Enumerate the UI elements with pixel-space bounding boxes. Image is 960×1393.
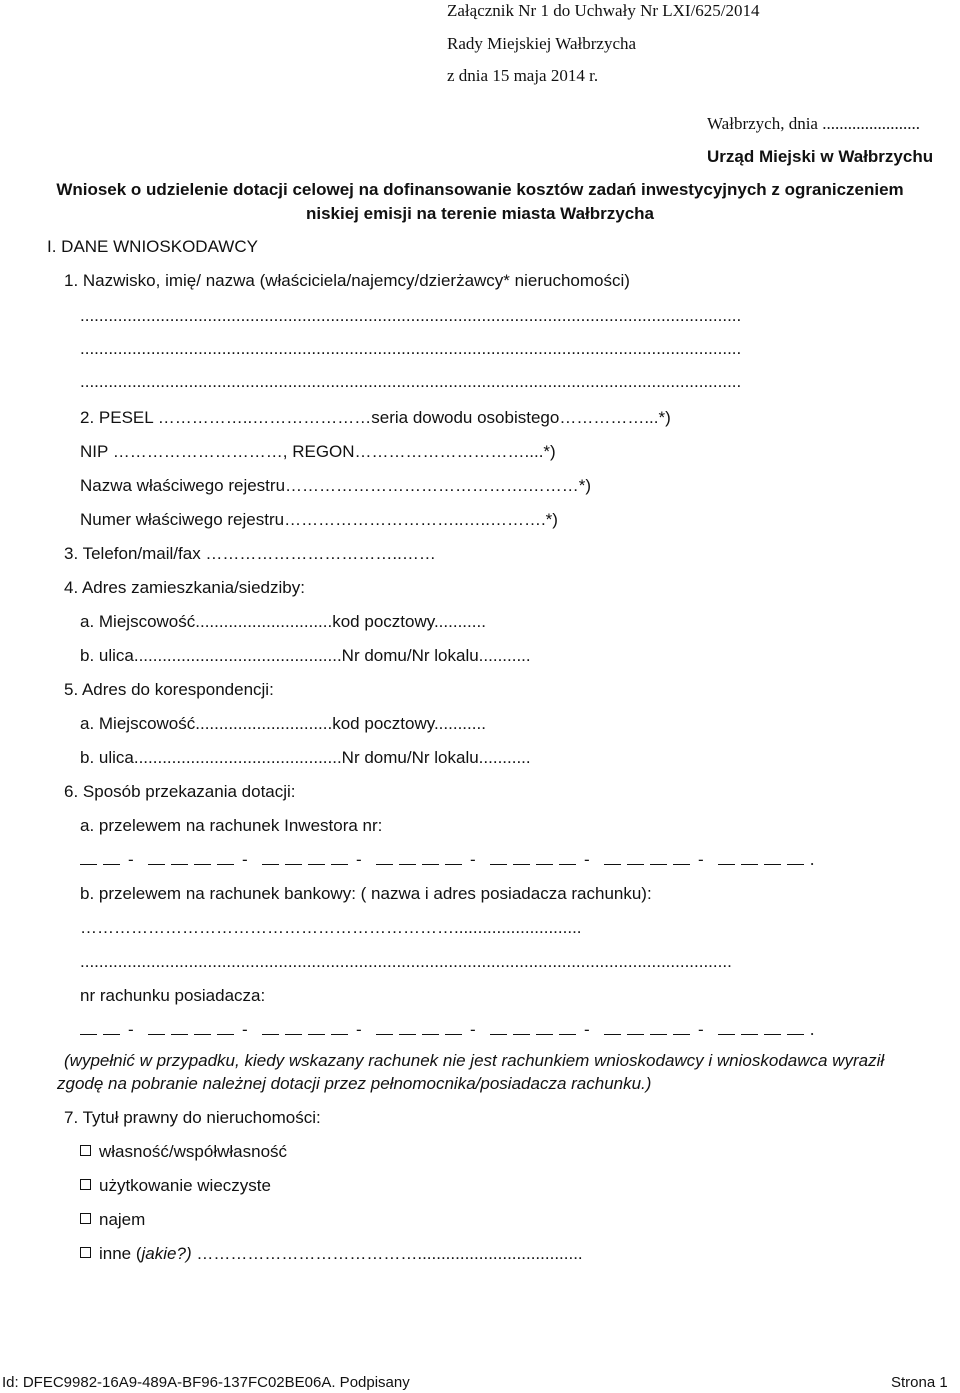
- account-digit-blank[interactable]: [513, 864, 530, 865]
- account-digit-blank[interactable]: [787, 1034, 804, 1035]
- option-other[interactable]: [80, 1245, 583, 1262]
- contact-field[interactable]: 3. Telefon/mail/fax ……………………………..……: [64, 544, 436, 563]
- checkbox-icon[interactable]: [80, 1145, 91, 1156]
- investor-account-field[interactable]: [80, 851, 820, 869]
- account-digit-blank[interactable]: [217, 1034, 234, 1035]
- option-perpetual-usufruct-label: użytkowanie wieczyste: [99, 1176, 271, 1195]
- account-digit-blank[interactable]: [399, 864, 416, 865]
- account-digit-blank[interactable]: [194, 1034, 211, 1035]
- account-digit-blank[interactable]: [445, 864, 462, 865]
- account-digit-blank[interactable]: [80, 864, 97, 865]
- transfer-investor-label: a. przelewem na rachunek Inwestora nr:: [80, 816, 383, 835]
- account-digit-blank[interactable]: [787, 864, 804, 865]
- item1-label: 1. Nazwisko, imię/ nazwa (właściciela/najemcy/dzierżawcy* nieruchomości): [64, 271, 630, 290]
- account-end-mark: .: [810, 850, 815, 869]
- footer-document-id: Id: DFEC9982-16A9-489A-BF96-137FC02BE06A. Podpisany: [2, 1374, 410, 1391]
- account-digit-blank[interactable]: [422, 864, 439, 865]
- account-separator: -: [698, 850, 704, 869]
- account-digit-blank[interactable]: [103, 1034, 120, 1035]
- account-digit-blank[interactable]: [308, 864, 325, 865]
- account-digit-blank[interactable]: [490, 864, 507, 865]
- section-heading: I. DANE WNIOSKODAWCY: [47, 237, 258, 256]
- account-separator: -: [128, 850, 134, 869]
- account-digit-blank[interactable]: [741, 864, 758, 865]
- legal-title-heading: 7. Tytuł prawny do nieruchomości:: [64, 1108, 321, 1127]
- transfer-bank-label: b. przelewem na rachunek bankowy: ( nazwa i adres posiadacza rachunku):: [80, 884, 652, 903]
- account-digit-blank[interactable]: [673, 864, 690, 865]
- account-digit-blank[interactable]: [399, 1034, 416, 1035]
- account-holder-fill-1[interactable]: …………………………………………………………...........................: [80, 919, 582, 936]
- account-digit-blank[interactable]: [718, 864, 735, 865]
- account-separator: -: [242, 850, 248, 869]
- footer-page-number: Strona 1: [891, 1374, 948, 1391]
- account-separator: -: [698, 1020, 704, 1039]
- place-date[interactable]: Wałbrzych, dnia .......................: [707, 114, 920, 133]
- attachment-line-2: Rady Miejskiej Wałbrzycha: [447, 34, 637, 53]
- note-line-2: zgodę na pobranie należnej dotacji przez pełnomocnika/posiadacza rachunku.): [57, 1074, 652, 1093]
- account-digit-blank[interactable]: [285, 864, 302, 865]
- correspondence-heading: 5. Adres do korespondencji:: [64, 680, 274, 699]
- account-digit-blank[interactable]: [650, 1034, 667, 1035]
- checkbox-icon[interactable]: [80, 1247, 91, 1258]
- option-ownership-label: własność/współwłasność: [99, 1142, 288, 1161]
- option-lease[interactable]: [80, 1211, 145, 1228]
- account-digit-blank[interactable]: [650, 864, 667, 865]
- account-separator: -: [128, 1020, 134, 1039]
- account-digit-blank[interactable]: [764, 864, 781, 865]
- account-separator: -: [470, 1020, 476, 1039]
- registry-name-field[interactable]: Nazwa właściwego rejestru…………………………………….………*): [80, 476, 592, 495]
- form-title-line-1: Wniosek o udzielenie dotacji celowej na dofinansowanie kosztów zadań inwestycyjnych z ograniczeniem: [56, 180, 904, 199]
- attachment-line-1: Załącznik Nr 1 do Uchwały Nr LXI/625/2014: [447, 1, 760, 20]
- checkbox-icon[interactable]: [80, 1179, 91, 1190]
- address-heading: 4. Adres zamieszkania/siedziby:: [64, 578, 305, 597]
- account-digit-blank[interactable]: [536, 864, 553, 865]
- account-separator: -: [584, 1020, 590, 1039]
- account-separator: -: [584, 850, 590, 869]
- option-other-fill[interactable]: …………………………………...................................: [191, 1244, 583, 1263]
- checkbox-icon[interactable]: [80, 1213, 91, 1224]
- pesel-field[interactable]: 2. PESEL ……………..…………………seria dowodu osobistego……………...*): [80, 408, 671, 427]
- account-digit-blank[interactable]: [559, 1034, 576, 1035]
- account-digit-blank[interactable]: [331, 1034, 348, 1035]
- account-digit-blank[interactable]: [262, 864, 279, 865]
- account-digit-blank[interactable]: [764, 1034, 781, 1035]
- account-digit-blank[interactable]: [536, 1034, 553, 1035]
- account-digit-blank[interactable]: [285, 1034, 302, 1035]
- account-digit-blank[interactable]: [103, 864, 120, 865]
- account-separator: -: [470, 850, 476, 869]
- option-perpetual-usufruct[interactable]: [80, 1177, 271, 1194]
- account-digit-blank[interactable]: [148, 864, 165, 865]
- account-digit-blank[interactable]: [445, 1034, 462, 1035]
- holder-account-label: nr rachunku posiadacza:: [80, 986, 266, 1005]
- account-digit-blank[interactable]: [422, 1034, 439, 1035]
- account-digit-blank[interactable]: [331, 864, 348, 865]
- nip-regon-field[interactable]: NIP …………………………, REGON…………………………....*): [80, 442, 556, 461]
- holder-account-field[interactable]: [80, 1021, 820, 1039]
- account-digit-blank[interactable]: [308, 1034, 325, 1035]
- address-city-field[interactable]: a. Miejscowość.............................kod pocztowy...........: [80, 612, 486, 631]
- account-digit-blank[interactable]: [559, 864, 576, 865]
- note-line-1: (wypełnić w przypadku, kiedy wskazany rachunek nie jest rachunkiem wnioskodawcy i wnioskodawca wyraził: [64, 1051, 885, 1070]
- account-digit-blank[interactable]: [171, 1034, 188, 1035]
- account-digit-blank[interactable]: [513, 1034, 530, 1035]
- transfer-method-heading: 6. Sposób przekazania dotacji:: [64, 782, 296, 801]
- account-digit-blank[interactable]: [376, 1034, 393, 1035]
- account-end-mark: .: [810, 1020, 815, 1039]
- account-digit-blank[interactable]: [490, 1034, 507, 1035]
- account-digit-blank[interactable]: [627, 864, 644, 865]
- recipient: Urząd Miejski w Wałbrzychu: [707, 147, 934, 166]
- registry-number-field[interactable]: Numer właściwego rejestru…………………………..…..……….*): [80, 510, 558, 529]
- account-digit-blank[interactable]: [148, 1034, 165, 1035]
- form-title-line-2: niskiej emisji na terenie miasta Wałbrzycha: [305, 204, 655, 223]
- option-other-prefix: inne (: [99, 1244, 142, 1263]
- account-digit-blank[interactable]: [627, 1034, 644, 1035]
- account-digit-blank[interactable]: [718, 1034, 735, 1035]
- correspondence-street-field[interactable]: b. ulica............................................Nr domu/Nr lokalu...........: [80, 748, 531, 767]
- account-separator: -: [242, 1020, 248, 1039]
- account-digit-blank[interactable]: [80, 1034, 97, 1035]
- account-digit-blank[interactable]: [262, 1034, 279, 1035]
- correspondence-city-field[interactable]: a. Miejscowość.............................kod pocztowy...........: [80, 714, 486, 733]
- account-digit-blank[interactable]: [604, 1034, 621, 1035]
- account-holder-fill-2[interactable]: ..........................................................................................................................................: [80, 953, 732, 970]
- option-other-question: jakie?): [141, 1244, 192, 1263]
- account-digit-blank[interactable]: [171, 864, 188, 865]
- account-digit-blank[interactable]: [376, 864, 393, 865]
- account-digit-blank[interactable]: [673, 1034, 690, 1035]
- account-separator: -: [356, 1020, 362, 1039]
- option-ownership[interactable]: [80, 1143, 287, 1160]
- account-digit-blank[interactable]: [217, 864, 234, 865]
- item1-fill-3[interactable]: ............................................................................................................................................: [80, 373, 742, 390]
- item1-fill-2[interactable]: ............................................................................................................................................: [80, 340, 742, 357]
- account-digit-blank[interactable]: [194, 864, 211, 865]
- address-street-field[interactable]: b. ulica............................................Nr domu/Nr lokalu...........: [80, 646, 531, 665]
- account-separator: -: [356, 850, 362, 869]
- account-digit-blank[interactable]: [604, 864, 621, 865]
- item1-fill-1[interactable]: ............................................................................................................................................: [80, 307, 742, 324]
- option-lease-label: najem: [99, 1210, 146, 1229]
- account-digit-blank[interactable]: [741, 1034, 758, 1035]
- attachment-line-3: z dnia 15 maja 2014 r.: [447, 66, 599, 85]
